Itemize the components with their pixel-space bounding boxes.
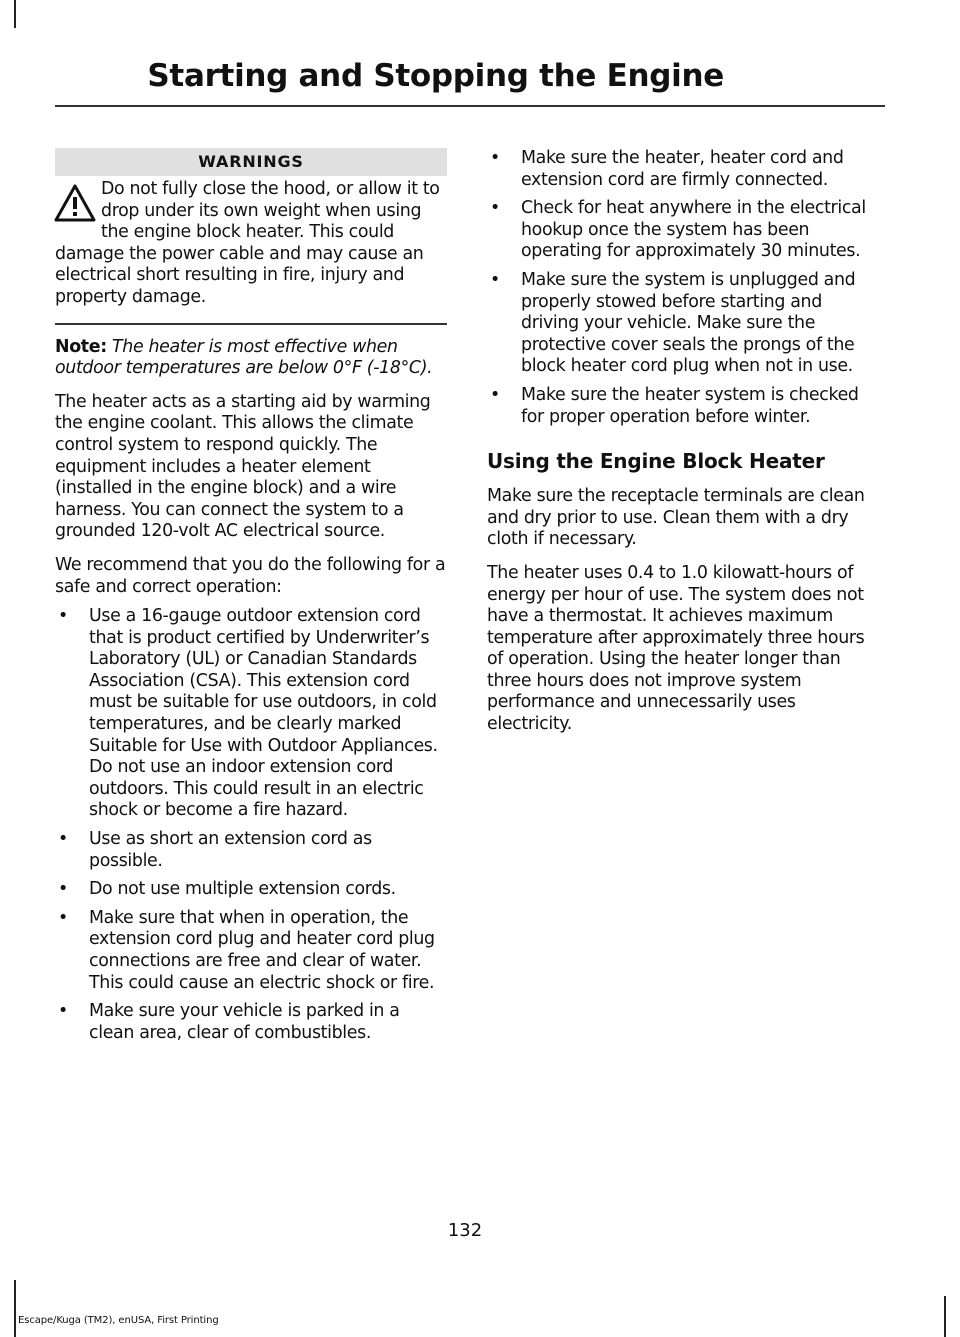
bullet-dot: • [58, 829, 68, 850]
warnings-heading: WARNINGS [55, 148, 447, 176]
list-item-text: Use as short an extension cord as possible. [89, 829, 372, 871]
bullet-list-right [487, 148, 879, 428]
list-item-text: Use a 16-gauge outdoor extension cord that is product certified by Underwriter’s Laboratory (UL) or Canadian Standards Association (CSA). This extension cord must be suitable for use outdoors, in cold temperatures, and be clearly marked Suitable for Use with Outdoor Appliances. Do not use an indoor extension cord outdoors. This could result in an electric shock or become a fire hazard. [89, 606, 438, 821]
list-item [487, 198, 879, 263]
bullet-dot: • [490, 148, 500, 168]
list-item-text: Make sure that when in operation, the extension cord plug and heater cord plug connections are free and clear of water. This could cause an electric shock or fire. [89, 907, 435, 993]
bullet-dot: • [58, 606, 68, 627]
warning-triangle-icon [53, 183, 97, 223]
list-item-text: Make sure the system is unplugged and properly stowed before starting and driving your vehicle. Make sure the protective cover seals the prongs of the block heater cord plug when not in use. [521, 269, 856, 377]
note [55, 337, 447, 380]
crop-mark-bottom-right-vertical [944, 1296, 946, 1337]
header-divider [55, 105, 885, 107]
list-item [55, 829, 447, 872]
page-header-title: Starting and Stopping the Engine [147, 58, 724, 94]
bullet-dot: • [58, 907, 68, 928]
right-column [487, 148, 879, 736]
bullet-dot: • [58, 1001, 68, 1022]
left-column [55, 148, 447, 1051]
crop-mark-top-left-vertical [14, 0, 16, 28]
warning-divider [55, 323, 447, 325]
list-item-text: Make sure your vehicle is parked in a clean area, clear of combustibles. [89, 1001, 400, 1043]
list-item [55, 908, 447, 994]
list-item-text: Make sure the heater, heater cord and extension cord are firmly connected. [521, 148, 844, 190]
list-item [55, 879, 447, 901]
warning-box [55, 179, 447, 309]
list-item-text: Make sure the heater system is checked for proper operation before winter. [521, 384, 859, 427]
list-item [487, 385, 879, 428]
crop-mark-bottom-left-vertical [14, 1280, 16, 1337]
list-item-text: Check for heat anywhere in the electrical hookup once the system has been operating for approximately 30 minutes. [521, 198, 866, 262]
list-item [487, 270, 879, 378]
note-label: Note: [55, 336, 107, 357]
section-heading: Using the Engine Block Heater [487, 449, 825, 474]
paragraph-recommend: We recommend that you do the following for a safe and correct operation: [55, 554, 446, 597]
list-item [55, 606, 447, 822]
list-item [487, 148, 879, 191]
paragraph-heater-intro: The heater acts as a starting aid by warming the engine coolant. This allows the climate control system to respond quickly. The equipment includes a heater element (installed in the engine block) and a wire harness. You can connect the system to a grounded 120-volt AC electrical source. [55, 391, 431, 542]
bullet-dot: • [490, 269, 500, 290]
paragraph-energy-usage: The heater uses 0.4 to 1.0 kilowatt-hours of energy per hour of use. The system does not have a thermostat. It achieves maximum temperature after approximately three hours of operation. Using the heater longer than three hours does not improve system performance and unnecessarily uses electricity. [487, 562, 865, 735]
bullet-dot: • [490, 198, 500, 219]
page-number: 132 [447, 1220, 483, 1241]
warning-text: Do not fully close the hood, or allow it to drop under its own weight when using the engine block heater. This could damage the power cable and may cause an electrical short resulting in fire, injury and property damage. [55, 179, 440, 307]
paragraph-receptacle: Make sure the receptacle terminals are clean and dry prior to use. Clean them with a dry cloth if necessary. [487, 486, 865, 550]
bullet-list-left [55, 606, 447, 1044]
list-item [55, 1001, 447, 1044]
bullet-dot: • [58, 879, 68, 900]
note-text: The heater is most effective when outdoor temperatures are below 0°F (-18°C). [55, 336, 433, 379]
list-item-text: Do not use multiple extension cords. [89, 879, 396, 900]
footer-edition: Escape/Kuga (TM2), enUSA, First Printing [18, 1315, 219, 1326]
bullet-dot: • [490, 384, 500, 405]
